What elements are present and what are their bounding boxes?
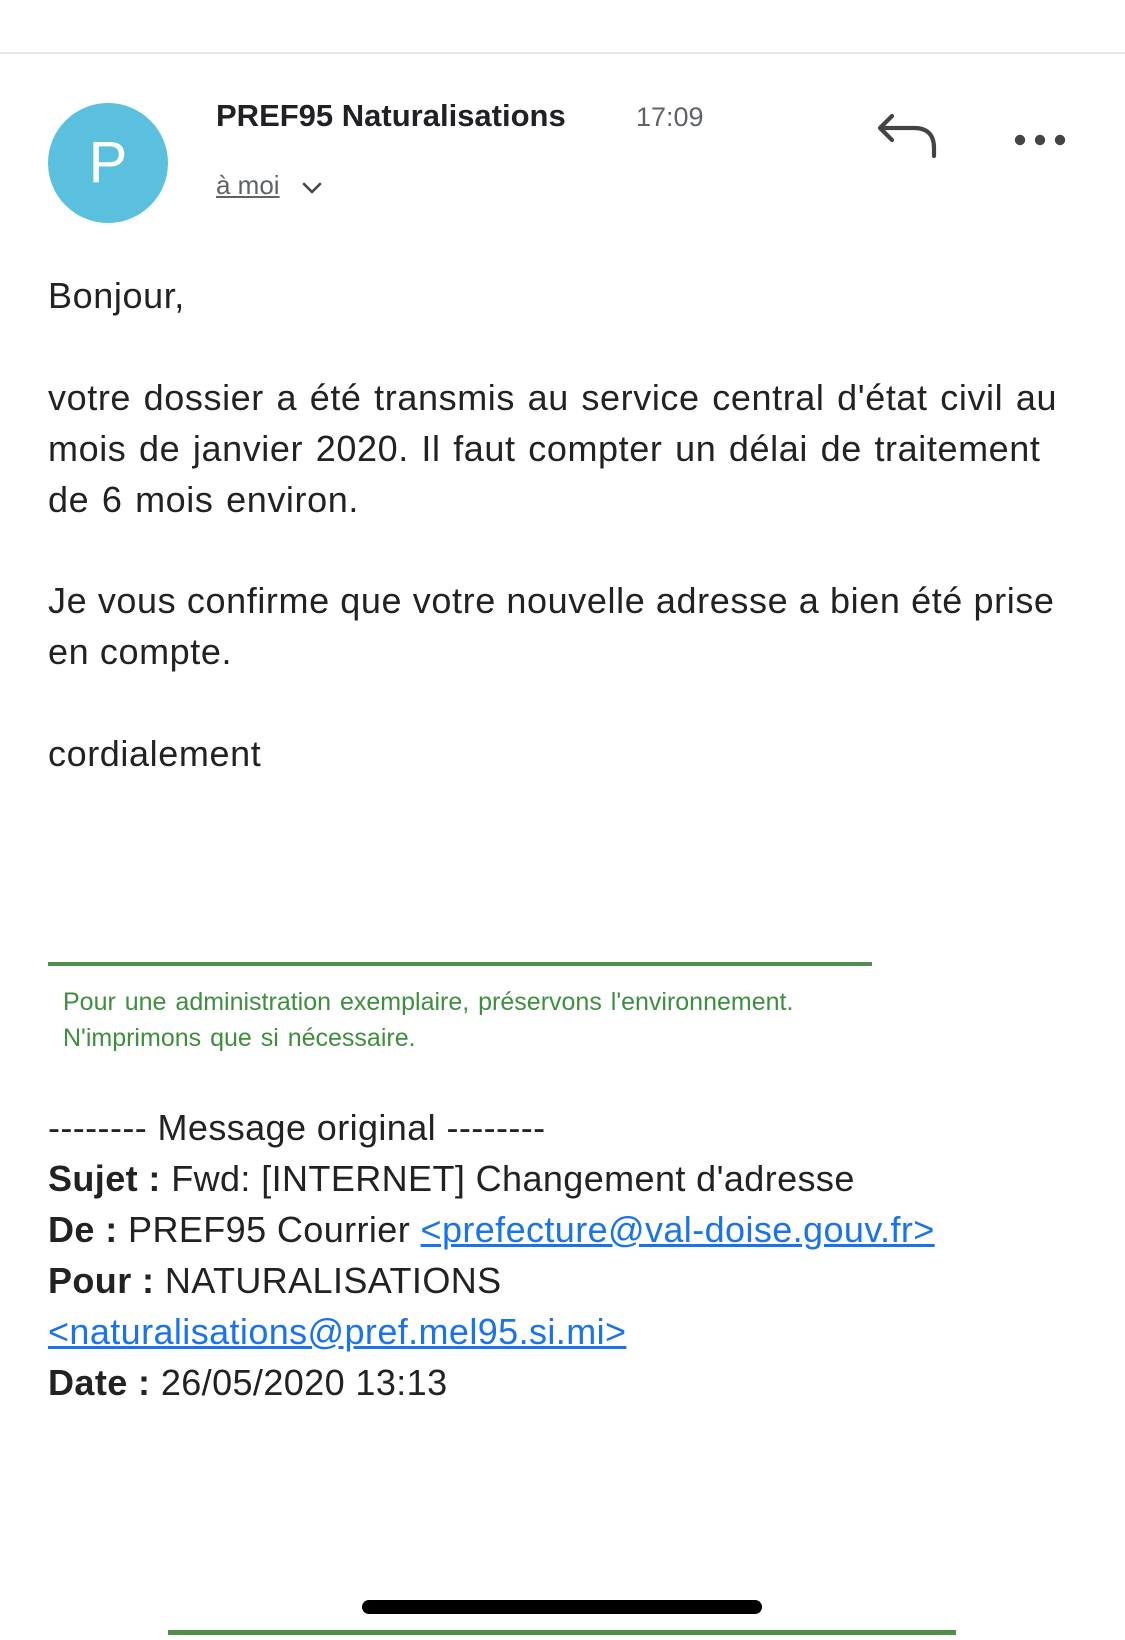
eco-note-line-1: Pour une administration exemplaire, préservons l'environnement. <box>63 988 794 1016</box>
message-paragraph-2: Je vous confirme que votre nouvelle adresse a bien été prise en compte. <box>48 580 1055 672</box>
original-to-email-line <box>48 1306 1108 1357</box>
avatar-letter: P <box>88 130 128 195</box>
eco-note-line-2: N'imprimons que si nécessaire. <box>63 1024 416 1052</box>
date-value: 26/05/2020 13:13 <box>160 1362 448 1403</box>
to-name: NATURALISATIONS <box>164 1260 502 1301</box>
sender-name[interactable]: PREF95 Naturalisations <box>216 98 566 133</box>
home-indicator[interactable] <box>362 1600 762 1614</box>
greeting: Bonjour, <box>48 275 185 316</box>
eco-note <box>63 984 963 1056</box>
from-label: De : <box>48 1209 118 1250</box>
subject-label: Sujet : <box>48 1158 161 1199</box>
original-from <box>48 1204 1108 1255</box>
bottom-green-rule <box>168 1630 956 1635</box>
closing: cordialement <box>48 733 262 774</box>
original-separator: -------- Message original -------- <box>48 1107 546 1148</box>
original-to <box>48 1255 1108 1306</box>
more-horizontal-icon[interactable] <box>1010 120 1070 160</box>
from-name: PREF95 Courrier <box>128 1209 411 1250</box>
subject-value: Fwd: [INTERNET] Changement d'adresse <box>171 1158 855 1199</box>
sender-avatar[interactable] <box>48 103 168 223</box>
top-divider <box>0 52 1125 54</box>
original-date <box>48 1357 1108 1408</box>
original-message <box>48 1102 1108 1408</box>
to-label: Pour : <box>48 1260 155 1301</box>
original-subject <box>48 1153 1108 1204</box>
date-label: Date : <box>48 1362 151 1403</box>
to-email-link[interactable]: <naturalisations@pref.mel95.si.mi> <box>48 1311 627 1352</box>
message-paragraph-1: votre dossier a été transmis au service central d'état civil au mois de janvier 2020. Il faut compter un délai de traitement de 6 mois environ. <box>48 377 1058 520</box>
message-time: 17:09 <box>636 102 704 132</box>
reply-icon[interactable] <box>876 110 940 162</box>
recipient-toggle[interactable]: à moi <box>216 170 280 200</box>
chevron-down-icon[interactable] <box>300 178 324 198</box>
signature-divider <box>48 962 872 966</box>
from-email-link[interactable]: <prefecture@val-doise.gouv.fr> <box>420 1209 935 1250</box>
